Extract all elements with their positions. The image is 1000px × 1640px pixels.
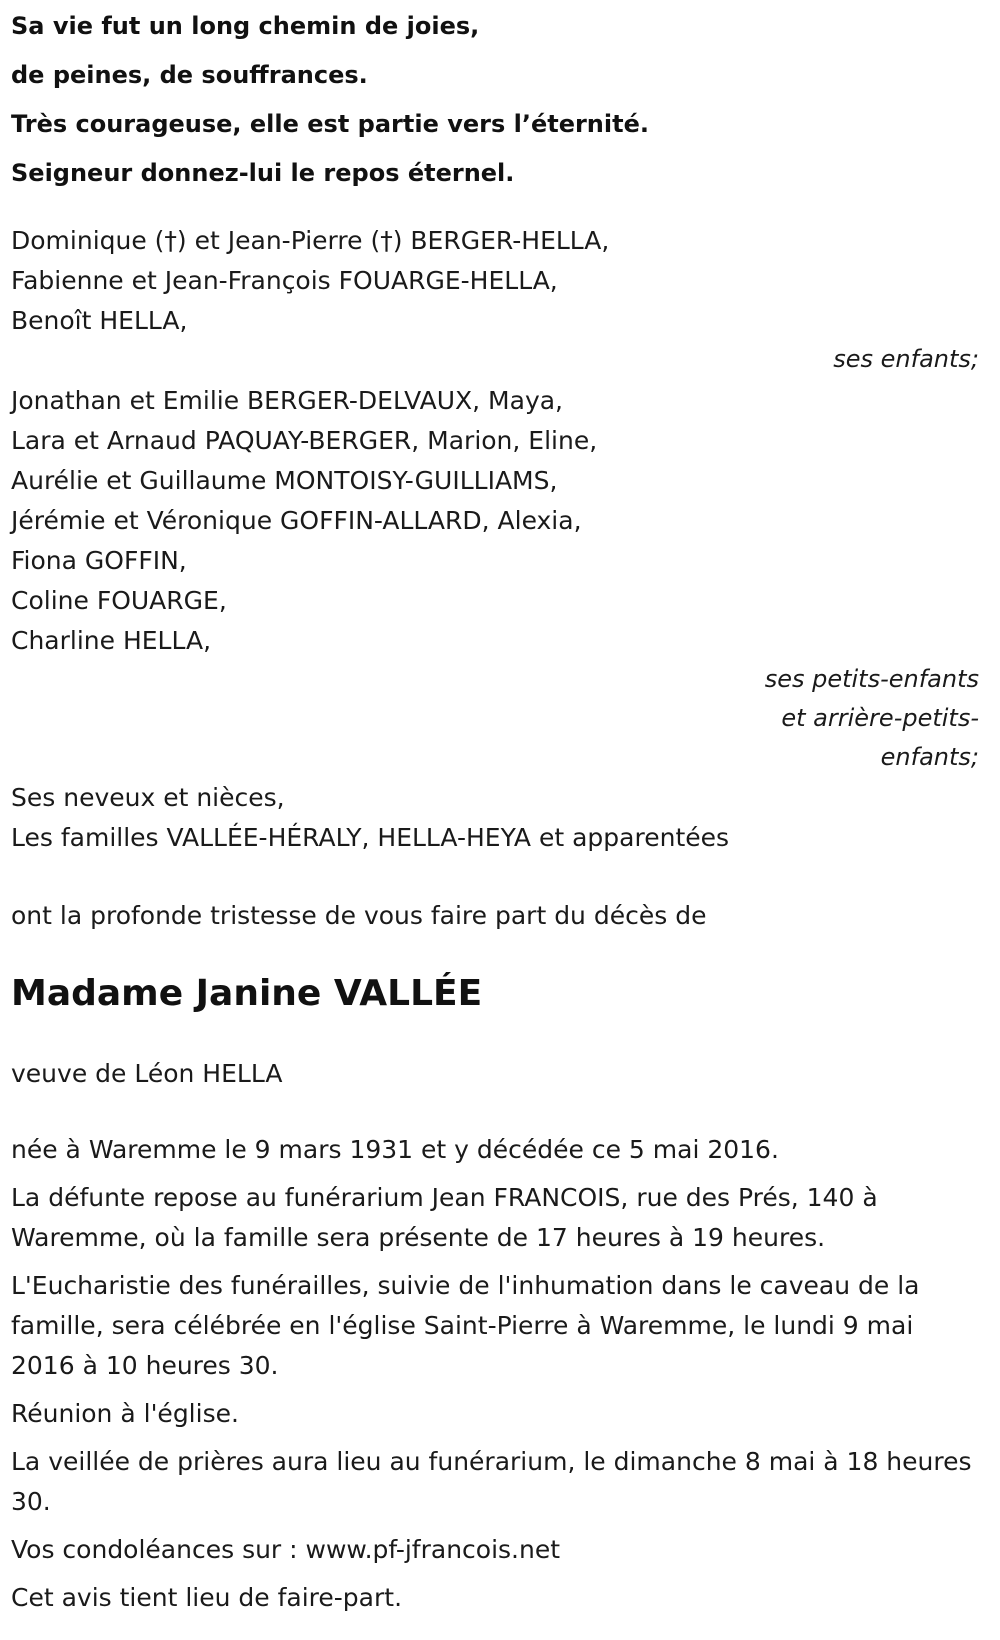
relatives-line: Les familles VALLÉE-HÉRALY, HELLA-HEYA et apparentées — [11, 823, 730, 852]
child-name: Dominique (†) et Jean-Pierre (†) BERGER-HELLA, — [11, 226, 610, 255]
child-name: Fabienne et Jean-François FOUARGE-HELLA, — [11, 266, 558, 295]
widow-of: veuve de Léon HELLA — [11, 1059, 283, 1088]
vigil-paragraph: La veillée de prières aura lieu au funérarium, le dimanche 8 mai à 18 heures 30. — [11, 1447, 972, 1516]
deceased-name: Madame Janine VALLÉE — [11, 973, 483, 1014]
grandchild-name: Coline FOUARGE, — [11, 586, 227, 615]
poem-line: de peines, de souffrances. — [11, 61, 368, 89]
grandchildren-role-line: ses petits-enfants — [764, 665, 979, 693]
funeral-details — [11, 1130, 991, 1618]
poem-line: Sa vie fut un long chemin de joies, — [11, 12, 480, 40]
grandchild-name: Charline HELLA, — [11, 626, 212, 655]
grandchild-name: Jérémie et Véronique GOFFIN-ALLARD, Alexia, — [11, 506, 582, 535]
children-block — [11, 221, 991, 373]
grandchildren-block — [11, 381, 991, 778]
grandchildren-role-line: enfants; — [880, 743, 979, 771]
meeting-paragraph: Réunion à l'église. — [11, 1399, 239, 1428]
opening-poem — [11, 2, 991, 198]
condolences-paragraph: Vos condoléances sur : www.pf-jfrancois.net — [11, 1535, 561, 1564]
other-relatives — [11, 778, 991, 858]
funerarium-paragraph: La défunte repose au funérarium Jean FRANCOIS, rue des Prés, 140 à Waremme, où la famille sera présente de 17 heures à 19 heures. — [11, 1183, 878, 1252]
grandchild-name: Fiona GOFFIN, — [11, 546, 187, 575]
closing-paragraph: Cet avis tient lieu de faire-part. — [11, 1583, 403, 1612]
grandchild-name: Lara et Arnaud PAQUAY-BERGER, Marion, Eline, — [11, 426, 598, 455]
child-name: Benoît HELLA, — [11, 306, 188, 335]
poem-line: Seigneur donnez-lui le repos éternel. — [11, 159, 515, 187]
obituary-notice — [11, 0, 991, 1618]
announcement: ont la profonde tristesse de vous faire part du décès de — [11, 901, 707, 930]
birth-death-line: née à Waremme le 9 mars 1931 et y décédée ce 5 mai 2016. — [11, 1135, 779, 1164]
grandchild-name: Jonathan et Emilie BERGER-DELVAUX, Maya, — [11, 386, 564, 415]
poem-line: Très courageuse, elle est partie vers l’éternité. — [11, 110, 649, 138]
children-role: ses enfants; — [833, 345, 979, 373]
grandchildren-role-line: et arrière-petits- — [781, 704, 979, 732]
relatives-line: Ses neveux et nièces, — [11, 783, 285, 812]
grandchild-name: Aurélie et Guillaume MONTOISY-GUILLIAMS, — [11, 466, 558, 495]
funeral-paragraph: L'Eucharistie des funérailles, suivie de l'inhumation dans le caveau de la famille, sera célébrée en l'église Saint-Pierre à Waremme, le lundi 9 mai 2016 à 10 heures 30. — [11, 1271, 920, 1380]
